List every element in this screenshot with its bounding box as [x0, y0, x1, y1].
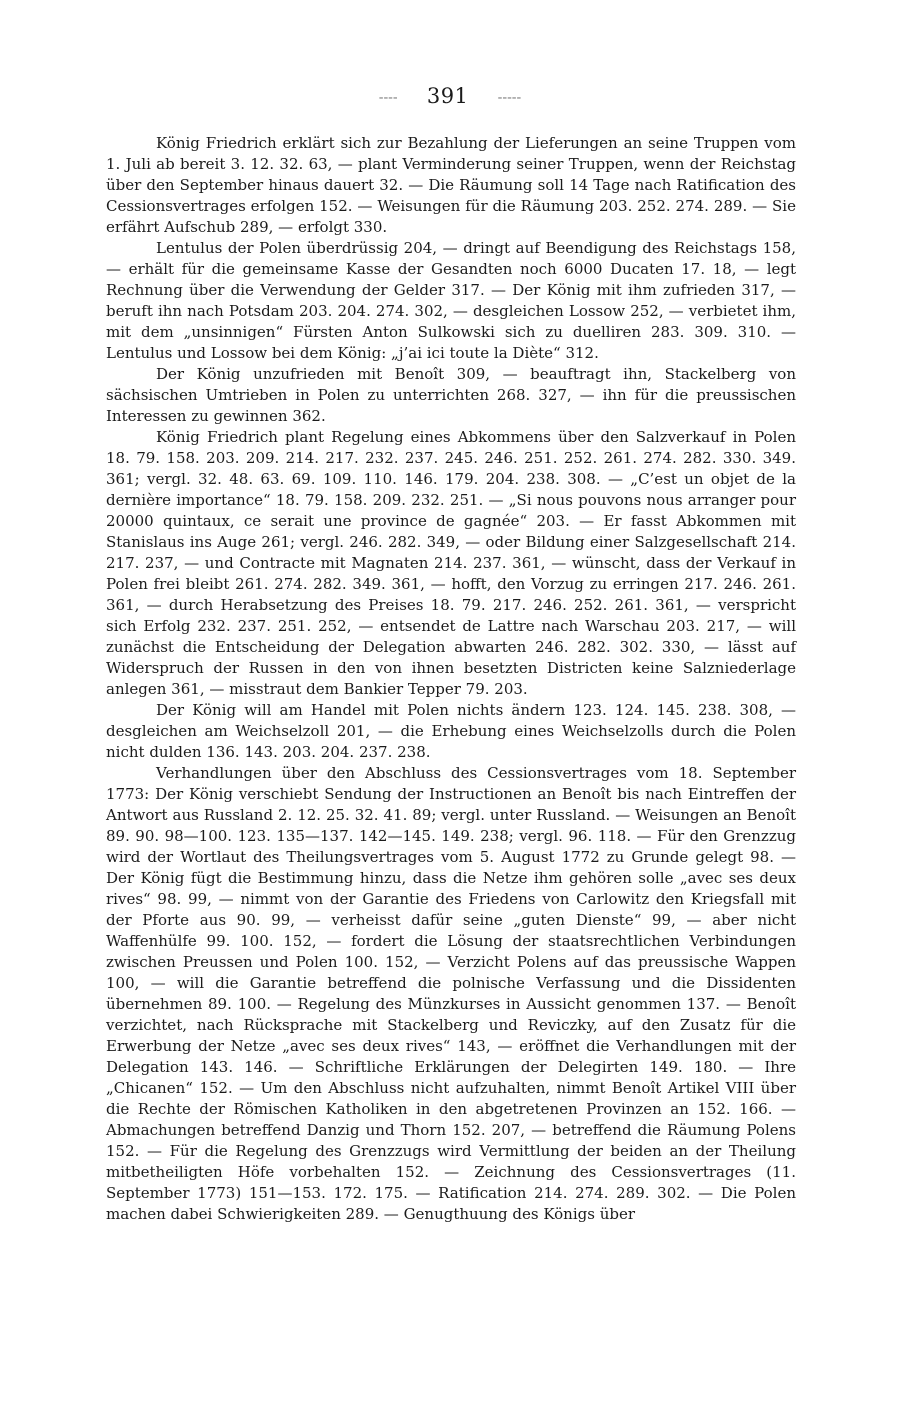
paragraph-weichsel-toll: Der König will am Handel mit Polen nichts ändern 123. 124. 145. 238. 308, — desgleichen am Weichselzoll 201, — die Erhebung eines Weichselzolls durch die Polen nicht dulden 136. 143. 203. 204. 237. 238.	[106, 701, 796, 761]
paragraph-cession-treaty: Verhandlungen über den Abschluss des Cessionsvertrages vom 18. September 1773: Der König verschiebt Sendung der Instructionen an Benoît bis nach Eintreffen der Antwort aus Russland 2. 12. 25. 32. 41. 89; vergl. unter Russland. — Weisungen an Benoît 89. 90. 98—100. 123. 135—137. 142—145. 149. 238; vergl. 96. 118. — Für den Grenzzug wird der Wortlaut des Theilungsvertrages vom 5. August 1772 zu Grunde gelegt 98. — Der König fügt die Bestimmung hinzu, dass die Netze ihm gehören solle „avec ses deux rives“ 98. 99, — nimmt von der Garantie des Friedens von Carlowitz den Kriegsfall mit der Pforte aus 90. 99, — verheisst dafür seine „guten Dienste“ 99, — aber nicht Waffenhülfe 99. 100. 152, — fordert die Lösung der staatsrechtlichen Verbindungen zwischen Preussen und Polen 100. 152, — Verzicht Polens auf das preussische Wappen 100, — will die Garantie betreffend die polnische Verfassung und die Dissidenten übernehmen 89. 100. — Regelung des Münzkurses in Aussicht genommen 137. — Benoît verzichtet, nach Rücksprache mit Stackelberg und Reviczky, auf den Zusatz für die Erwerbung der Netze „avec ses deux rives“ 143, — eröffnet die Verhandlungen mit der Delegation 143. 146. — Schriftliche Erklärungen der Delegirten 149. 180. — Ihre „Chicanen“ 152. — Um den Abschluss nicht aufzuhalten, nimmt Benoît Artikel VIII über die Rechte der Römischen Katholiken in den abgetretenen Provinzen an 152. 166. — Abmachungen betreffend Danzig und Thorn 152. 207, — betreffend die Räumung Polens 152. — Für die Regelung des Grenzzugs wird Vermittlung der beiden an der Theilung mitbetheiligten Höfe vorbehalten 152. — Zeichnung des Cessionsvertrages (11. September 1773) 151—153. 172. 175. — Ratification 214. 274. 289. 302. — Die Polen machen dabei Schwierigkeiten 289. — Genugthuung des Königs über	[106, 764, 796, 1223]
paragraph-salt-trade: König Friedrich plant Regelung eines Abkommens über den Salzverkauf in Polen 18. 79. 158. 203. 209. 214. 217. 232. 237. 245. 246. 251. 252. 261. 274. 282. 330. 349. 361; vergl. 32. 48. 63. 69. 109. 110. 146. 179. 204. 238. 308. — „C’est un objet de la dernière importance“ 18. 79. 158. 209. 232. 251. — „Si nous pouvons nous arranger pour 20000 quintaux, ce serait une province de gagnée“ 203. — Er fasst Abkommen mit Stanislaus ins Auge 261; vergl. 246. 282. 349, — oder Bildung einer Salzgesellschaft 214. 217. 237, — und Contracte mit Magnaten 214. 237. 361, — wünscht, dass der Verkauf in Polen frei bleibt 261. 274. 282. 349. 361, — hofft, den Vorzug zu erringen 217. 246. 261. 361, — durch Herabsetzung des Preises 18. 79. 217. 246. 252. 261. 361, — verspricht sich Erfolg 232. 237. 251. 252, — entsendet de Lattre nach Warschau 203. 217, — will zunächst die Entscheidung der Delegation abwarten 246. 282. 302. 330, — lässt auf Widerspruch der Russen in den von ihnen besetzten Districten keine Salzniederlage anlegen 361, — misstraut dem Bankier Tepper 79. 203.	[106, 428, 796, 698]
page-body	[106, 133, 796, 1225]
paragraph-salary-troops: König Friedrich erklärt sich zur Bezahlung der Lieferungen an seine Truppen vom 1. Juli ab bereit 3. 12. 32. 63, — plant Verminderung seiner Truppen, wenn der Reichstag über den September hinaus dauert 32. — Die Räumung soll 14 Tage nach Ratification des Cessionsvertrages erfolgen 152. — Weisungen für die Räumung 203. 252. 274. 289. — Sie erfährt Aufschub 289, — erfolgt 330.	[106, 134, 796, 236]
paragraph-benoit: Der König unzufrieden mit Benoît 309, — beauftragt ihn, Stackelberg von sächsischen Umtrieben in Polen zu unterrichten 268. 327, — ihn für die preussischen Interessen zu gewinnen 362.	[106, 365, 796, 425]
header-dash-right: -----	[497, 89, 522, 106]
header-dash-left: ----	[378, 89, 398, 106]
paragraph-lentulus: Lentulus der Polen überdrüssig 204, — dringt auf Beendigung des Reichstags 158, — erhält für die gemeinsame Kasse der Gesandten noch 6000 Ducaten 17. 18, — legt Rechnung über die Verwendung der Gelder 317. — Der König mit ihm zufrieden 317, — beruft ihn nach Potsdam 203. 204. 274. 302, — desgleichen Lossow 252, — verbietet ihm, mit dem „unsinnigen“ Fürsten Anton Sulkowski sich zu duelliren 283. 309. 310. — Lentulus und Lossow bei dem König: „j’ai ici toute la Diète“ 312.	[106, 239, 796, 362]
page-number: 391	[426, 84, 469, 108]
page-header	[0, 84, 900, 108]
